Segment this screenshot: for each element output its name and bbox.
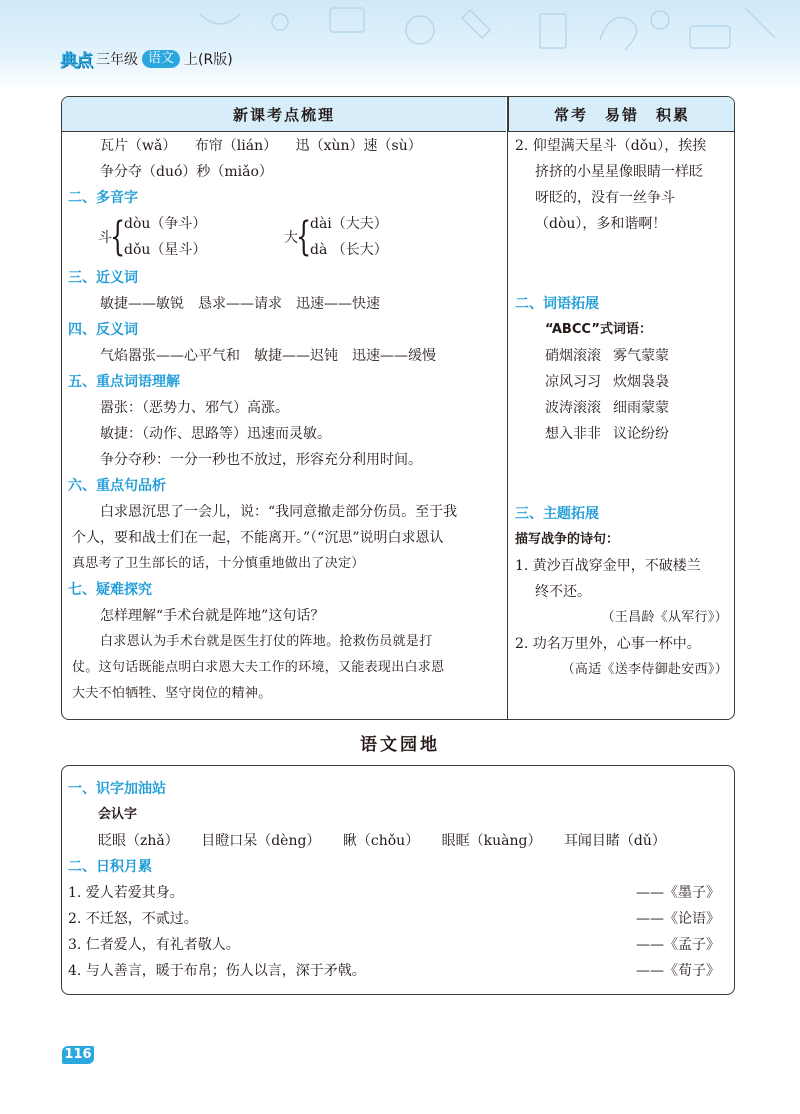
poem1-line-2: 终不还。: [535, 584, 591, 600]
study-panel: [61, 96, 735, 720]
quote-text: 2. 不迁怒，不贰过。: [68, 911, 198, 927]
item2-line-2: 挤挤的小星星像眼睛一样眨: [535, 164, 703, 180]
polyphone-1b: dǒu（星斗）: [124, 242, 207, 258]
char-item: 目瞪口呆（dèng）: [201, 833, 321, 849]
volume-label: 上(R版): [184, 51, 233, 68]
poem1-line-1: 1. 黄沙百战穿金甲，不破楼兰: [515, 558, 701, 574]
panel-right-title: 常考 易错 积累: [508, 97, 735, 132]
poem1-source: [509, 605, 734, 631]
quote-text: 4. 与人善言，暖于布帛；伤人以言，深于矛戟。: [68, 963, 366, 979]
abcc-title: “ABCC”式词语：: [545, 322, 652, 337]
pinyin-line-1: [100, 133, 506, 159]
quote-row: [68, 932, 726, 958]
explore-heading: 七、疑难探究: [68, 582, 152, 598]
quote-source: ——《孟子》: [636, 937, 720, 953]
garden-heading-1: 一、识字加油站: [68, 781, 166, 797]
brace-2: {: [296, 214, 312, 260]
polyphone-heading: 二、多音字: [68, 190, 138, 206]
answer-line-2: 仗。这句话既能点明白求恩大夫工作的环境，又能表现出白求恩: [72, 660, 445, 675]
item2-line-4: （dòu），多和谐啊！: [535, 216, 667, 232]
poem1-source-text: （王昌龄《从军行》）: [601, 610, 728, 625]
panel-left-title: 新课考点梳理: [62, 97, 506, 132]
book-header: [60, 46, 233, 71]
pinyin-item: 布帘（lián）: [194, 138, 278, 154]
sentence-heading: 六、重点句品析: [68, 478, 166, 494]
abcc-row: [545, 395, 734, 421]
quote-text: 1. 爱人若爱其身。: [68, 885, 184, 901]
synonym-heading: 三、近义词: [68, 270, 138, 286]
poem2-source-text: （高适《送李侍御赴安西》）: [561, 662, 728, 677]
poem-title: 描写战争的诗句：: [515, 532, 620, 547]
poem2-line-1: 2. 功名万里外，心事一杯中。: [515, 636, 701, 652]
pinyin-item: 瓦片（wǎ）: [100, 138, 177, 154]
char-row: [98, 828, 734, 854]
subject-badge: 语文: [142, 50, 180, 68]
char-item: 眼眶（kuàng）: [441, 833, 542, 849]
abcc-word: 细雨蒙蒙: [613, 400, 669, 416]
polyphone-1a: dòu（争斗）: [124, 216, 207, 232]
words-heading: 二、词语拓展: [515, 296, 599, 312]
quote-text: 3. 仁者爱人，有礼者敬人。: [68, 937, 240, 953]
pinyin-item: 迅（xùn）速（sù）: [295, 138, 422, 154]
abcc-word: 硝烟滚滚: [545, 348, 601, 364]
char-item: 眨眼（zhǎ）: [98, 833, 179, 849]
pinyin-line-2: 争分夺（duó）秒（miǎo）: [100, 164, 273, 180]
garden-sub-1: 会认字: [98, 807, 138, 822]
char-item: 瞅（chǒu）: [342, 833, 420, 849]
antonyms: 气焰嚣张——心平气和 敏捷——迟钝 迅速——缓慢: [100, 348, 436, 364]
brand-logo: 典点: [60, 51, 92, 71]
item2-line-3: 呀眨的，没有一丝争斗: [535, 190, 675, 206]
sentence-line-1: 白求恩沉思了一会儿，说：“我同意撤走部分伤员。至于我: [100, 504, 458, 520]
garden-panel: [61, 765, 735, 995]
question: 怎样理解“手术台就是阵地”这句话？: [100, 608, 325, 624]
answer-line-1: 白求恩认为手术台就是医生打仗的阵地。抢救伤员就是打: [100, 634, 433, 649]
polyphone-2b: dà （长大）: [310, 242, 388, 258]
abcc-word: 凉风习习: [545, 374, 601, 390]
brace-1: {: [110, 214, 126, 260]
quote-row: [68, 958, 726, 984]
column-divider: [507, 97, 508, 719]
quote-source: ——《墨子》: [636, 885, 720, 901]
polyphone-char-1: 斗: [98, 230, 112, 246]
sentence-line-2: 个人，要和战士们在一起，不能离开。”（“沉思”说明白求恩认: [72, 530, 444, 546]
abcc-row: [545, 369, 734, 395]
polyphone-char-2: 大: [284, 230, 298, 246]
garden-title: 语文园地: [360, 735, 440, 755]
synonyms: 敏捷——敏锐 恳求——请求 迅速——快速: [100, 296, 380, 312]
abcc-word: 波涛滚滚: [545, 400, 601, 416]
terms-heading: 五、重点词语理解: [68, 374, 180, 390]
sentence-line-3: 真思考了卫生部长的话，十分慎重地做出了决定）: [72, 556, 365, 571]
quote-source: ——《论语》: [636, 911, 720, 927]
abcc-word: 议论纷纷: [613, 426, 669, 442]
polyphone-2a: dài（大夫）: [310, 216, 388, 232]
theme-heading: 三、主题拓展: [515, 506, 599, 522]
page-number: 116: [62, 1046, 94, 1064]
poem2-source: [509, 657, 734, 683]
term-1: 嚣张：（恶势力、邪气）高涨。: [100, 400, 289, 416]
char-item: 耳闻目睹（dǔ）: [563, 833, 666, 849]
abcc-word: 想入非非: [545, 426, 601, 442]
answer-line-3: 大夫不怕牺牲、坚守岗位的精神。: [72, 686, 272, 701]
grade-label: 三年级: [96, 51, 138, 68]
abcc-row: [545, 343, 734, 369]
quote-row: [68, 906, 726, 932]
abcc-word: 雾气蒙蒙: [613, 348, 669, 364]
term-3: 争分夺秒：一分一秒也不放过，形容充分利用时间。: [100, 452, 422, 468]
garden-heading-2: 二、日积月累: [68, 859, 152, 875]
antonym-heading: 四、反义词: [68, 322, 138, 338]
term-2: 敏捷：（动作、思路等）迅速而灵敏。: [100, 426, 331, 442]
abcc-word: 炊烟袅袅: [613, 374, 669, 390]
quote-source: ——《荀子》: [636, 963, 720, 979]
quote-row: [68, 880, 726, 906]
abcc-row: [545, 421, 734, 447]
item2-line-1: 2. 仰望满天星斗（dǒu），挨挨: [515, 138, 707, 154]
